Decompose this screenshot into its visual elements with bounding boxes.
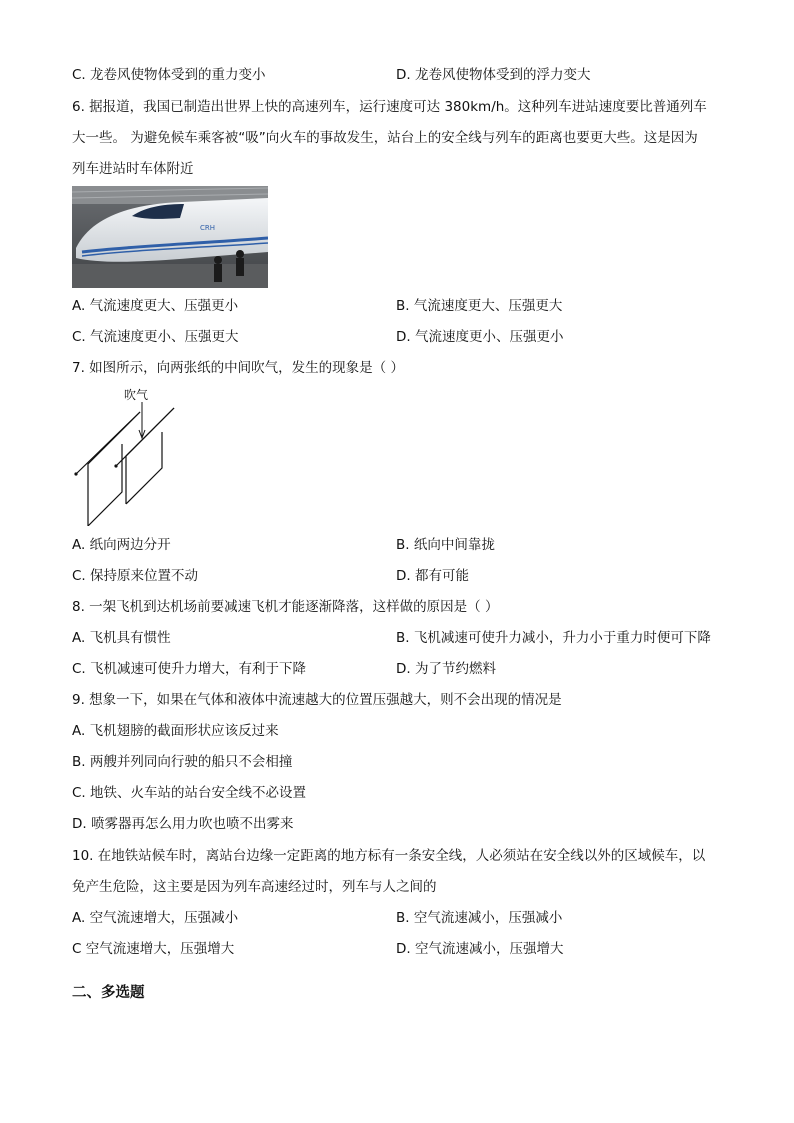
q7-option-b: B. 纸向中间靠拢: [396, 537, 495, 553]
q6-option-c: C. 气流速度更小、压强更大: [72, 329, 239, 345]
q10-option-d: D. 空气流速减小，压强增大: [396, 941, 564, 957]
q7-stem: 7. 如图所示，向两张纸的中间吹气，发生的现象是（ ）: [72, 360, 404, 376]
q9-option-c: C. 地铁、火车站的站台安全线不必设置: [72, 785, 307, 801]
q10-stem-line1: 10. 在地铁站候车时，离站台边缘一定距离的地方标有一条安全线，人必须站在安全线以外的区域候车，以: [72, 848, 706, 864]
q8-option-c: C. 飞机减速可使升力增大，有利于下降: [72, 661, 307, 677]
q7-option-c: C. 保持原来位置不动: [72, 568, 199, 584]
q7-option-d: D. 都有可能: [396, 568, 469, 584]
q9-option-a: A. 飞机翅膀的截面形状应该反过来: [72, 723, 279, 739]
q6-stem-line1: 6. 据报道，我国已制造出世界上快的高速列车，运行速度可达 380km/h。这种列车进站速度要比普通列车: [72, 99, 707, 115]
paper-blowing-diagram: [70, 386, 190, 526]
q10-option-b: B. 空气流速减小，压强减小: [396, 910, 563, 926]
q10-stem-line2: 免产生危险，这主要是因为列车高速经过时，列车与人之间的: [72, 879, 437, 895]
q8-option-a: A. 飞机具有惯性: [72, 630, 171, 646]
q6-option-a: A. 气流速度更大、压强更小: [72, 298, 239, 314]
q6-option-d: D. 气流速度更小、压强更小: [396, 329, 564, 345]
blow-label: 吹气: [124, 388, 149, 402]
q5-option-c: C. 龙卷风使物体受到的重力变小: [72, 67, 266, 83]
q6-stem-line2: 大一些。 为避免候车乘客被“吸”向火车的事故发生，站台上的安全线与列车的距离也要更大些。这是因为: [72, 130, 698, 146]
q9-option-d: D. 喷雾器再怎么用力吹也喷不出雾来: [72, 816, 294, 832]
q8-option-b: B. 飞机减速可使升力减小，升力小于重力时便可下降: [396, 630, 711, 646]
section-heading-multiple-choice: 二、多选题: [72, 985, 145, 1001]
q6-option-b: B. 气流速度更大、压强更大: [396, 298, 563, 314]
q9-option-b: B. 两艘并列同向行驶的船只不会相撞: [72, 754, 293, 770]
q8-stem: 8. 一架飞机到达机场前要减速飞机才能逐渐降落，这样做的原因是（ ）: [72, 599, 499, 615]
q8-option-d: D. 为了节约燃料: [396, 661, 496, 677]
train-logo-text: CRH: [200, 224, 216, 232]
high-speed-train-photo: [72, 186, 268, 288]
q10-option-c: C 空气流速增大，压强增大: [72, 941, 235, 957]
q5-option-d: D. 龙卷风使物体受到的浮力变大: [396, 67, 591, 83]
q9-stem: 9. 想象一下，如果在气体和液体中流速越大的位置压强越大，则不会出现的情况是: [72, 692, 562, 708]
q10-option-a: A. 空气流速增大，压强减小: [72, 910, 239, 926]
q7-option-a: A. 纸向两边分开: [72, 537, 171, 553]
q6-stem-line3: 列车进站时车体附近: [72, 161, 194, 177]
